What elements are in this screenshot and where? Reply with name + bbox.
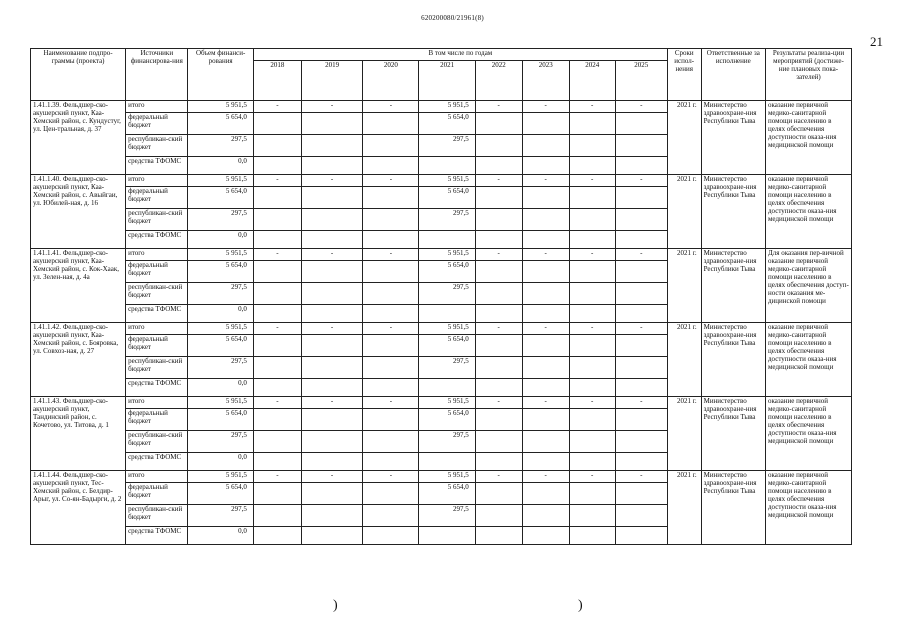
year-value (301, 431, 362, 453)
item-name: 1.41.1.43. Фельдшер-ско-акушерский пункт, Тандинский район, с. Кочетово, ул. Титова, д. 1 (31, 397, 126, 471)
funding-volume: 5 951,5 (188, 471, 253, 483)
year-value (475, 431, 522, 453)
responsible: Министерство здравоохране-ния Республики Тыва (701, 101, 765, 175)
year-value (301, 261, 362, 283)
funding-source: республикан-ский бюджет (126, 357, 188, 379)
year-value (363, 527, 419, 545)
funding-source: республикан-ский бюджет (126, 209, 188, 231)
year-value (569, 231, 615, 249)
year-value: - (475, 397, 522, 409)
year-value (615, 283, 667, 305)
year-value: - (301, 175, 362, 187)
year-value (569, 505, 615, 527)
year-value (615, 231, 667, 249)
year-value (363, 157, 419, 175)
year-value: 297,5 (419, 505, 475, 527)
year-value (475, 209, 522, 231)
year-value: - (615, 397, 667, 409)
year-value (569, 283, 615, 305)
deadline: 2021 г. (667, 249, 701, 323)
funding-source: итого (126, 175, 188, 187)
year-value (615, 305, 667, 323)
bottom-mark: ) (578, 598, 583, 613)
result-description: оказание первичной медико-санитарной помощи населению в целях обеспечения доступности оказа-ния медицинской помощи (766, 175, 852, 249)
year-value (522, 135, 569, 157)
header-deadline: Сроки испол-нения (667, 49, 701, 101)
result-description: оказание первичной медико-санитарной помощи населению в целях обеспечения доступности оказа-ния медицинской помощи (766, 397, 852, 471)
year-value (253, 157, 301, 175)
responsible: Министерство здравоохране-ния Республики Тыва (701, 175, 765, 249)
funding-volume: 5 951,5 (188, 249, 253, 261)
year-value (522, 409, 569, 431)
year-value: - (253, 175, 301, 187)
year-value (615, 209, 667, 231)
year-value (419, 453, 475, 471)
bottom-mark: ) (333, 598, 338, 613)
year-value (301, 231, 362, 249)
funding-source: итого (126, 471, 188, 483)
year-value: - (569, 249, 615, 261)
year-value (363, 187, 419, 209)
year-value (615, 453, 667, 471)
year-value (363, 379, 419, 397)
year-header: 2019 (301, 61, 362, 101)
year-value (363, 261, 419, 283)
year-value (475, 505, 522, 527)
year-value: 5 654,0 (419, 483, 475, 505)
funding-source: средства ТФОМС (126, 379, 188, 397)
deadline: 2021 г. (667, 397, 701, 471)
year-value (301, 305, 362, 323)
year-value (253, 357, 301, 379)
year-value (301, 135, 362, 157)
year-value: - (522, 397, 569, 409)
funding-volume: 0,0 (188, 527, 253, 545)
funding-volume: 0,0 (188, 453, 253, 471)
year-header: 2018 (253, 61, 301, 101)
year-value (363, 453, 419, 471)
year-value (253, 231, 301, 249)
year-value: - (522, 175, 569, 187)
year-value (522, 505, 569, 527)
year-value (615, 409, 667, 431)
year-value: 5 951,5 (419, 397, 475, 409)
year-value: 5 951,5 (419, 101, 475, 113)
year-value: 5 654,0 (419, 261, 475, 283)
responsible: Министерство здравоохране-ния Республики Тыва (701, 397, 765, 471)
year-value: - (363, 397, 419, 409)
year-value (301, 483, 362, 505)
year-value (475, 453, 522, 471)
year-value (363, 231, 419, 249)
year-value: - (569, 397, 615, 409)
year-value (522, 187, 569, 209)
funding-volume: 5 654,0 (188, 113, 253, 135)
year-value: 5 654,0 (419, 187, 475, 209)
year-value: - (522, 471, 569, 483)
year-value: - (363, 471, 419, 483)
funding-source: средства ТФОМС (126, 527, 188, 545)
year-value (475, 187, 522, 209)
year-header: 2021 (419, 61, 475, 101)
year-value (475, 357, 522, 379)
funding-source: средства ТФОМС (126, 453, 188, 471)
funding-volume: 0,0 (188, 231, 253, 249)
funding-volume: 297,5 (188, 357, 253, 379)
funding-source: итого (126, 101, 188, 113)
year-value (569, 409, 615, 431)
year-value: 5 654,0 (419, 409, 475, 431)
year-value: - (615, 101, 667, 113)
year-value (253, 113, 301, 135)
year-value: - (301, 323, 362, 335)
year-value (475, 527, 522, 545)
responsible: Министерство здравоохране-ния Республики Тыва (701, 471, 765, 545)
funding-source: республикан-ский бюджет (126, 431, 188, 453)
year-value (419, 527, 475, 545)
year-value: 297,5 (419, 431, 475, 453)
year-value (475, 379, 522, 397)
year-value (475, 135, 522, 157)
year-value (569, 135, 615, 157)
year-value (363, 335, 419, 357)
year-value (419, 157, 475, 175)
year-value: - (615, 249, 667, 261)
funding-volume: 5 654,0 (188, 335, 253, 357)
funding-volume: 5 654,0 (188, 483, 253, 505)
year-value: 5 951,5 (419, 471, 475, 483)
item-name: 1.41.1.44. Фельдшер-ско-акушерский пункт, Тес-Хемский район, с. Белдир-Арыг, ул. Со-ян-Бадырги, д. 2 (31, 471, 126, 545)
year-value (615, 113, 667, 135)
year-value: - (363, 101, 419, 113)
year-value (363, 305, 419, 323)
funding-volume: 0,0 (188, 305, 253, 323)
year-value: - (301, 249, 362, 261)
year-value: 5 654,0 (419, 113, 475, 135)
year-value (569, 187, 615, 209)
year-value (569, 453, 615, 471)
funding-volume: 297,5 (188, 209, 253, 231)
year-value (301, 379, 362, 397)
funding-volume: 5 951,5 (188, 175, 253, 187)
year-value (253, 135, 301, 157)
year-value (253, 527, 301, 545)
year-value (522, 379, 569, 397)
year-value (569, 261, 615, 283)
year-value (301, 453, 362, 471)
year-value (569, 305, 615, 323)
year-value (301, 113, 362, 135)
year-value: 5 951,5 (419, 323, 475, 335)
year-value (419, 305, 475, 323)
year-value (615, 357, 667, 379)
year-value (253, 187, 301, 209)
year-value (615, 261, 667, 283)
year-value (615, 431, 667, 453)
year-value: - (522, 249, 569, 261)
funding-volume: 0,0 (188, 379, 253, 397)
year-value: - (363, 175, 419, 187)
year-value (419, 231, 475, 249)
result-description: оказание первичной медико-санитарной помощи населению в целях обеспечения доступности оказа-ния медицинской помощи (766, 471, 852, 545)
result-description: Для оказания пер-вичной оказание первичной медико-санитарной помощи населению в целях обеспечения доступ-ности оказания ме-дицинской помощи (766, 249, 852, 323)
year-value (569, 527, 615, 545)
year-value: 297,5 (419, 357, 475, 379)
deadline: 2021 г. (667, 323, 701, 397)
year-value (522, 431, 569, 453)
year-value (615, 187, 667, 209)
year-value (522, 113, 569, 135)
funding-source: средства ТФОМС (126, 157, 188, 175)
year-value (522, 157, 569, 175)
year-value: - (253, 397, 301, 409)
year-value (522, 231, 569, 249)
funding-source: республикан-ский бюджет (126, 505, 188, 527)
year-value (475, 283, 522, 305)
year-value (363, 431, 419, 453)
year-value (475, 409, 522, 431)
year-value (253, 483, 301, 505)
year-value (363, 209, 419, 231)
year-value: - (253, 101, 301, 113)
document-id: 620200080/21961(8) (421, 14, 484, 22)
year-value (475, 231, 522, 249)
year-value (569, 379, 615, 397)
table-row (31, 101, 852, 113)
year-value: - (475, 323, 522, 335)
funding-source: средства ТФОМС (126, 231, 188, 249)
table-row (31, 397, 852, 409)
result-description: оказание первичной медико-санитарной помощи населению в целях обеспечения доступности оказа-ния медицинской помощи (766, 323, 852, 397)
year-value: - (301, 101, 362, 113)
year-value (301, 157, 362, 175)
year-value (615, 483, 667, 505)
funding-volume: 5 654,0 (188, 187, 253, 209)
year-value: - (301, 397, 362, 409)
year-value (569, 157, 615, 175)
year-value (363, 483, 419, 505)
year-value: 5 951,5 (419, 175, 475, 187)
year-value: - (253, 471, 301, 483)
year-value (475, 305, 522, 323)
table-row (31, 471, 852, 483)
year-header: 2022 (475, 61, 522, 101)
header-responsible: Ответственные за исполнение (701, 49, 765, 101)
funding-volume: 297,5 (188, 135, 253, 157)
year-value (253, 305, 301, 323)
year-value (615, 157, 667, 175)
funding-source: итого (126, 249, 188, 261)
funding-volume: 5 654,0 (188, 261, 253, 283)
table-row (31, 175, 852, 187)
item-name: 1.41.1.39. Фельдшер-ско-акушерский пункт, Каа-Хемский район, с. Кундустуг, ул. Цен-тральная, д. 37 (31, 101, 126, 175)
table-row (31, 249, 852, 261)
year-value (475, 157, 522, 175)
year-header: 2025 (615, 61, 667, 101)
item-name: 1.41.1.41. Фельдшер-ско-акушерский пункт, Каа-Хемский район, с. Кок-Хаак, ул. Зелен-ная, д. 4а (31, 249, 126, 323)
year-value (569, 483, 615, 505)
year-value (615, 379, 667, 397)
funding-source: федеральный бюджет (126, 187, 188, 209)
year-value: 297,5 (419, 283, 475, 305)
year-header: 2020 (363, 61, 419, 101)
year-value (569, 357, 615, 379)
table-row (31, 323, 852, 335)
year-value (522, 527, 569, 545)
year-value (615, 135, 667, 157)
year-value (522, 453, 569, 471)
year-value: - (253, 323, 301, 335)
year-value: - (569, 471, 615, 483)
year-value (253, 453, 301, 471)
year-value (615, 335, 667, 357)
year-value (363, 409, 419, 431)
year-value (363, 505, 419, 527)
year-value: - (569, 175, 615, 187)
year-value (253, 261, 301, 283)
year-value (475, 261, 522, 283)
year-value: - (615, 175, 667, 187)
year-value: - (301, 471, 362, 483)
result-description: оказание первичной медико-санитарной помощи населению в целях обеспечения доступности оказа-ния медицинской помощи (766, 101, 852, 175)
funding-source: федеральный бюджет (126, 113, 188, 135)
item-name: 1.41.1.42. Фельдшер-ско-акушерский пункт, Каа-Хемский район, с. Бояровка, ул. Совхоз-ная, д. 27 (31, 323, 126, 397)
deadline: 2021 г. (667, 101, 701, 175)
year-value (363, 135, 419, 157)
year-value (522, 305, 569, 323)
year-value (569, 431, 615, 453)
funding-volume: 297,5 (188, 431, 253, 453)
year-value (301, 209, 362, 231)
year-value: - (475, 175, 522, 187)
funding-source: федеральный бюджет (126, 483, 188, 505)
year-value (569, 335, 615, 357)
funding-volume: 5 951,5 (188, 397, 253, 409)
item-name: 1.41.1.40. Фельдшер-ско-акушерский пункт, Каа-Хемский район, с. Авыйгаи, ул. Юбилей-ная, д. 16 (31, 175, 126, 249)
year-value (301, 335, 362, 357)
year-value (301, 357, 362, 379)
year-value (253, 209, 301, 231)
year-value: - (522, 101, 569, 113)
responsible: Министерство здравоохране-ния Республики Тыва (701, 249, 765, 323)
funding-volume: 5 654,0 (188, 409, 253, 431)
year-value: - (475, 471, 522, 483)
funding-source: республикан-ский бюджет (126, 135, 188, 157)
year-value: 5 951,5 (419, 249, 475, 261)
funding-volume: 0,0 (188, 157, 253, 175)
year-value (253, 431, 301, 453)
year-value: - (363, 323, 419, 335)
year-value (522, 357, 569, 379)
year-value (475, 483, 522, 505)
header-volume: Объем финанси-рования (188, 49, 253, 101)
funding-volume: 5 951,5 (188, 323, 253, 335)
year-value (363, 113, 419, 135)
deadline: 2021 г. (667, 471, 701, 545)
header-results: Результаты реализа-ции мероприятий (достиже-ние плановых пока-зателей) (766, 49, 852, 101)
funding-source: итого (126, 323, 188, 335)
year-value (419, 379, 475, 397)
year-value (522, 209, 569, 231)
year-value: - (363, 249, 419, 261)
year-value (615, 527, 667, 545)
year-header: 2024 (569, 61, 615, 101)
year-value: - (615, 471, 667, 483)
year-value (522, 483, 569, 505)
year-value (363, 357, 419, 379)
funding-source: республикан-ский бюджет (126, 283, 188, 305)
year-value: - (569, 101, 615, 113)
year-value (253, 283, 301, 305)
funding-source: средства ТФОМС (126, 305, 188, 323)
funding-volume: 297,5 (188, 283, 253, 305)
year-value: - (615, 323, 667, 335)
year-value (569, 209, 615, 231)
funding-volume: 297,5 (188, 505, 253, 527)
funding-source: федеральный бюджет (126, 409, 188, 431)
funding-source: федеральный бюджет (126, 261, 188, 283)
year-value: - (253, 249, 301, 261)
year-value (522, 335, 569, 357)
funding-volume: 5 951,5 (188, 101, 253, 113)
responsible: Министерство здравоохране-ния Республики Тыва (701, 323, 765, 397)
year-value (301, 409, 362, 431)
deadline: 2021 г. (667, 175, 701, 249)
year-value (522, 283, 569, 305)
year-value (569, 113, 615, 135)
year-value: 297,5 (419, 209, 475, 231)
page-number: 21 (870, 34, 883, 49)
year-value (301, 283, 362, 305)
year-value (615, 505, 667, 527)
header-source: Источники финансирова-ния (126, 49, 188, 101)
year-value (253, 335, 301, 357)
financing-table (30, 48, 852, 545)
funding-source: итого (126, 397, 188, 409)
funding-source: федеральный бюджет (126, 335, 188, 357)
header-name: Наименование подпро-граммы (проекта) (31, 49, 126, 101)
year-value: 5 654,0 (419, 335, 475, 357)
year-value (522, 261, 569, 283)
year-value: - (569, 323, 615, 335)
year-value: 297,5 (419, 135, 475, 157)
year-value (253, 379, 301, 397)
year-value: - (475, 101, 522, 113)
year-value (475, 113, 522, 135)
year-header: 2023 (522, 61, 569, 101)
year-value (301, 527, 362, 545)
year-value (301, 505, 362, 527)
header-by-years: В том числе по годам (253, 49, 667, 61)
year-value (253, 505, 301, 527)
year-value: - (522, 323, 569, 335)
year-value (363, 283, 419, 305)
year-value (301, 187, 362, 209)
year-value (253, 409, 301, 431)
year-value: - (475, 249, 522, 261)
year-value (475, 335, 522, 357)
